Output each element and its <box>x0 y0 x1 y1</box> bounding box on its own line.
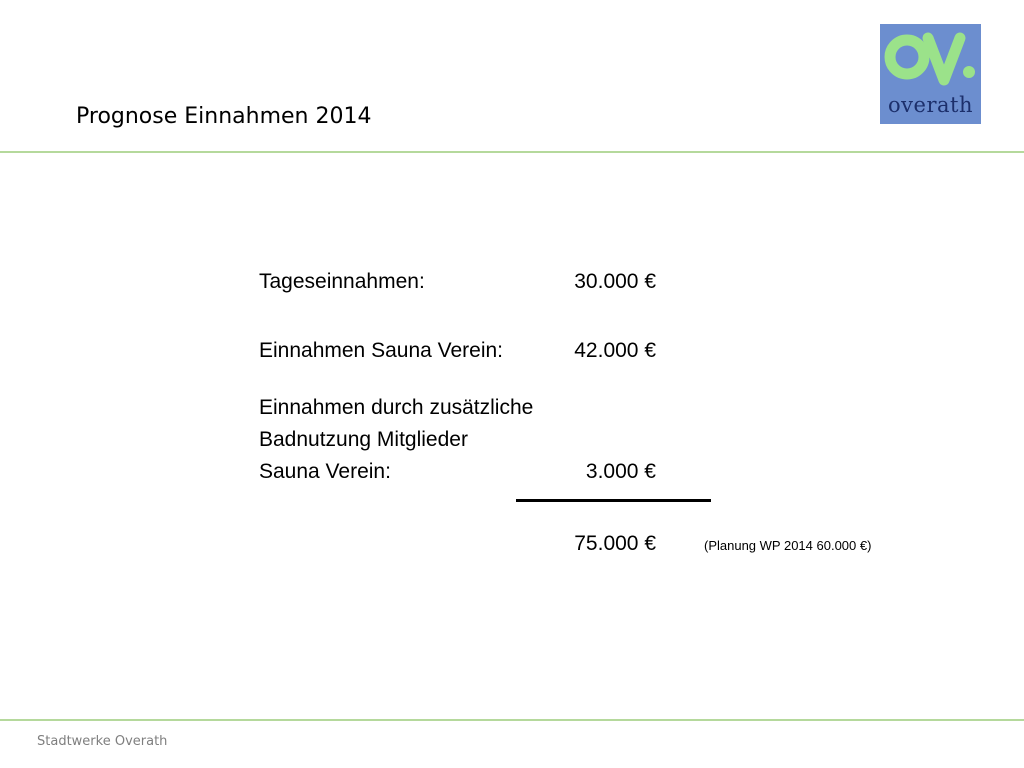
daily-income-label: Tageseinnahmen: <box>259 270 425 293</box>
additional-usage-label-line3: Sauna Verein: <box>259 460 391 483</box>
logo-dot-shape <box>963 66 975 78</box>
sauna-club-income-label: Einnahmen Sauna Verein: <box>259 339 504 362</box>
planning-note: (Planung WP 2014 60.000 €) <box>704 538 872 553</box>
overath-logo <box>880 24 981 124</box>
footer-divider <box>0 719 1024 721</box>
additional-usage-value: 3.000 € <box>585 460 656 483</box>
daily-income-value: 30.000 € <box>574 270 656 293</box>
additional-usage-label-line1: Einnahmen durch zusätzliche <box>259 396 534 419</box>
sum-line <box>516 499 711 502</box>
additional-usage-label-line2: Badnutzung Mitglieder <box>259 428 468 451</box>
header-divider <box>0 151 1024 153</box>
footer-text: Stadtwerke Overath <box>37 734 168 749</box>
total-value: 75.000 € <box>574 532 656 555</box>
page-title: Prognose Einnahmen 2014 <box>76 104 372 129</box>
logo-text: overath <box>888 93 973 117</box>
sauna-club-income-value: 42.000 € <box>574 339 656 362</box>
